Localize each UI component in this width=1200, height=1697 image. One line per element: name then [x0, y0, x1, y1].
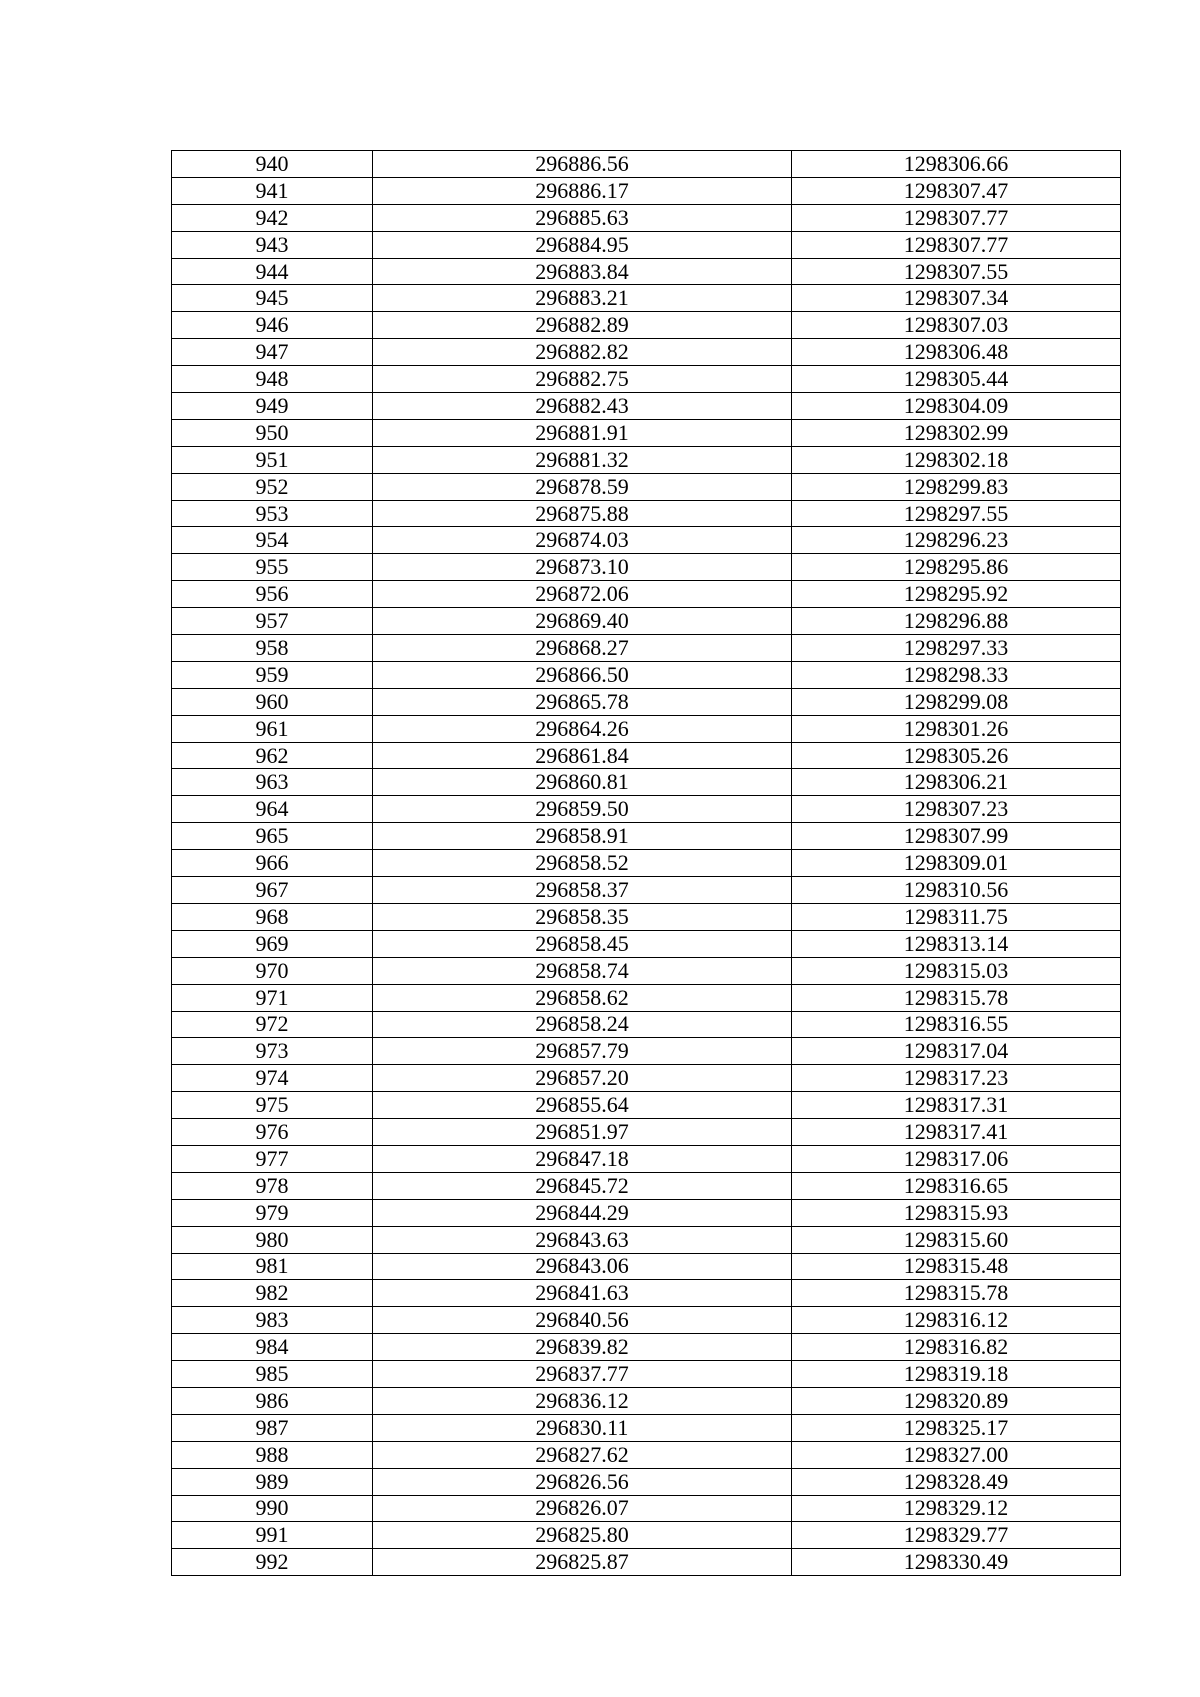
x-coordinate-cell: 296864.26: [373, 715, 792, 742]
y-coordinate-cell: 1298317.23: [792, 1065, 1121, 1092]
point-number-cell: 988: [172, 1441, 373, 1468]
y-coordinate-cell: 1298328.49: [792, 1468, 1121, 1495]
table-row: [172, 231, 1121, 258]
x-coordinate-cell: 296830.11: [373, 1414, 792, 1441]
point-number-cell: 948: [172, 366, 373, 393]
table-row: [172, 554, 1121, 581]
point-number-cell: 981: [172, 1253, 373, 1280]
table-row: [172, 473, 1121, 500]
y-coordinate-cell: 1298305.44: [792, 366, 1121, 393]
x-coordinate-cell: 296883.21: [373, 285, 792, 312]
y-coordinate-cell: 1298302.99: [792, 419, 1121, 446]
x-coordinate-cell: 296855.64: [373, 1092, 792, 1119]
table-row: [172, 151, 1121, 178]
x-coordinate-cell: 296858.45: [373, 930, 792, 957]
x-coordinate-cell: 296882.75: [373, 366, 792, 393]
point-number-cell: 956: [172, 581, 373, 608]
point-number-cell: 984: [172, 1334, 373, 1361]
y-coordinate-cell: 1298307.23: [792, 796, 1121, 823]
x-coordinate-cell: 296845.72: [373, 1172, 792, 1199]
table-row: [172, 608, 1121, 635]
point-number-cell: 974: [172, 1065, 373, 1092]
point-number-cell: 962: [172, 742, 373, 769]
point-number-cell: 954: [172, 527, 373, 554]
point-number-cell: 944: [172, 258, 373, 285]
x-coordinate-cell: 296878.59: [373, 473, 792, 500]
x-coordinate-cell: 296826.07: [373, 1495, 792, 1522]
y-coordinate-cell: 1298297.33: [792, 635, 1121, 662]
table-row: [172, 1092, 1121, 1119]
table-row: [172, 742, 1121, 769]
table-row: [172, 1549, 1121, 1576]
x-coordinate-cell: 296839.82: [373, 1334, 792, 1361]
x-coordinate-cell: 296825.87: [373, 1549, 792, 1576]
table-row: [172, 177, 1121, 204]
table-row: [172, 204, 1121, 231]
point-number-cell: 975: [172, 1092, 373, 1119]
point-number-cell: 960: [172, 688, 373, 715]
table-row: [172, 1361, 1121, 1388]
x-coordinate-cell: 296881.91: [373, 419, 792, 446]
table-row: [172, 957, 1121, 984]
table-row: [172, 1334, 1121, 1361]
point-number-cell: 966: [172, 850, 373, 877]
x-coordinate-cell: 296866.50: [373, 661, 792, 688]
table-row: [172, 769, 1121, 796]
point-number-cell: 979: [172, 1199, 373, 1226]
x-coordinate-cell: 296874.03: [373, 527, 792, 554]
point-number-cell: 946: [172, 312, 373, 339]
y-coordinate-cell: 1298316.65: [792, 1172, 1121, 1199]
x-coordinate-cell: 296857.79: [373, 1038, 792, 1065]
point-number-cell: 952: [172, 473, 373, 500]
x-coordinate-cell: 296844.29: [373, 1199, 792, 1226]
table-row: [172, 1065, 1121, 1092]
table-row: [172, 850, 1121, 877]
point-number-cell: 987: [172, 1414, 373, 1441]
y-coordinate-cell: 1298306.21: [792, 769, 1121, 796]
y-coordinate-cell: 1298307.77: [792, 231, 1121, 258]
y-coordinate-cell: 1298329.12: [792, 1495, 1121, 1522]
table-row: [172, 1468, 1121, 1495]
x-coordinate-cell: 296861.84: [373, 742, 792, 769]
y-coordinate-cell: 1298301.26: [792, 715, 1121, 742]
x-coordinate-cell: 296875.88: [373, 500, 792, 527]
y-coordinate-cell: 1298310.56: [792, 877, 1121, 904]
point-number-cell: 972: [172, 1011, 373, 1038]
table-row: [172, 903, 1121, 930]
x-coordinate-cell: 296882.82: [373, 339, 792, 366]
y-coordinate-cell: 1298319.18: [792, 1361, 1121, 1388]
point-number-cell: 978: [172, 1172, 373, 1199]
point-number-cell: 976: [172, 1119, 373, 1146]
x-coordinate-cell: 296858.35: [373, 903, 792, 930]
x-coordinate-cell: 296858.24: [373, 1011, 792, 1038]
x-coordinate-cell: 296858.52: [373, 850, 792, 877]
table-row: [172, 419, 1121, 446]
point-number-cell: 943: [172, 231, 373, 258]
y-coordinate-cell: 1298305.26: [792, 742, 1121, 769]
table-row: [172, 796, 1121, 823]
point-number-cell: 941: [172, 177, 373, 204]
point-number-cell: 940: [172, 151, 373, 178]
point-number-cell: 959: [172, 661, 373, 688]
x-coordinate-cell: 296836.12: [373, 1387, 792, 1414]
y-coordinate-cell: 1298316.82: [792, 1334, 1121, 1361]
point-number-cell: 950: [172, 419, 373, 446]
y-coordinate-cell: 1298299.83: [792, 473, 1121, 500]
x-coordinate-cell: 296847.18: [373, 1145, 792, 1172]
table-row: [172, 393, 1121, 420]
table-row: [172, 984, 1121, 1011]
y-coordinate-cell: 1298320.89: [792, 1387, 1121, 1414]
y-coordinate-cell: 1298315.78: [792, 984, 1121, 1011]
table-row: [172, 1280, 1121, 1307]
x-coordinate-cell: 296872.06: [373, 581, 792, 608]
x-coordinate-cell: 296851.97: [373, 1119, 792, 1146]
y-coordinate-cell: 1298304.09: [792, 393, 1121, 420]
table-row: [172, 258, 1121, 285]
point-number-cell: 965: [172, 823, 373, 850]
x-coordinate-cell: 296840.56: [373, 1307, 792, 1334]
point-number-cell: 951: [172, 446, 373, 473]
x-coordinate-cell: 296858.91: [373, 823, 792, 850]
y-coordinate-cell: 1298315.78: [792, 1280, 1121, 1307]
table-row: [172, 635, 1121, 662]
x-coordinate-cell: 296886.56: [373, 151, 792, 178]
y-coordinate-cell: 1298307.99: [792, 823, 1121, 850]
x-coordinate-cell: 296841.63: [373, 1280, 792, 1307]
table-row: [172, 930, 1121, 957]
table-row: [172, 1414, 1121, 1441]
y-coordinate-cell: 1298317.04: [792, 1038, 1121, 1065]
table-row: [172, 1253, 1121, 1280]
point-number-cell: 961: [172, 715, 373, 742]
table-row: [172, 1387, 1121, 1414]
point-number-cell: 983: [172, 1307, 373, 1334]
x-coordinate-cell: 296858.62: [373, 984, 792, 1011]
x-coordinate-cell: 296881.32: [373, 446, 792, 473]
y-coordinate-cell: 1298296.88: [792, 608, 1121, 635]
y-coordinate-cell: 1298330.49: [792, 1549, 1121, 1576]
y-coordinate-cell: 1298307.03: [792, 312, 1121, 339]
point-number-cell: 971: [172, 984, 373, 1011]
point-number-cell: 970: [172, 957, 373, 984]
point-number-cell: 982: [172, 1280, 373, 1307]
table-row: [172, 1226, 1121, 1253]
y-coordinate-cell: 1298315.03: [792, 957, 1121, 984]
point-number-cell: 989: [172, 1468, 373, 1495]
table-row: [172, 823, 1121, 850]
y-coordinate-cell: 1298316.12: [792, 1307, 1121, 1334]
y-coordinate-cell: 1298295.86: [792, 554, 1121, 581]
x-coordinate-cell: 296869.40: [373, 608, 792, 635]
table-row: [172, 446, 1121, 473]
point-number-cell: 963: [172, 769, 373, 796]
y-coordinate-cell: 1298315.60: [792, 1226, 1121, 1253]
table-row: [172, 661, 1121, 688]
x-coordinate-cell: 296882.43: [373, 393, 792, 420]
y-coordinate-cell: 1298298.33: [792, 661, 1121, 688]
y-coordinate-cell: 1298309.01: [792, 850, 1121, 877]
x-coordinate-cell: 296865.78: [373, 688, 792, 715]
y-coordinate-cell: 1298307.55: [792, 258, 1121, 285]
table-row: [172, 877, 1121, 904]
x-coordinate-cell: 296837.77: [373, 1361, 792, 1388]
point-number-cell: 957: [172, 608, 373, 635]
point-number-cell: 949: [172, 393, 373, 420]
table-row: [172, 285, 1121, 312]
coordinate-table: [171, 150, 1121, 1576]
table-row: [172, 1522, 1121, 1549]
y-coordinate-cell: 1298315.93: [792, 1199, 1121, 1226]
point-number-cell: 986: [172, 1387, 373, 1414]
x-coordinate-cell: 296885.63: [373, 204, 792, 231]
y-coordinate-cell: 1298317.06: [792, 1145, 1121, 1172]
y-coordinate-cell: 1298302.18: [792, 446, 1121, 473]
y-coordinate-cell: 1298313.14: [792, 930, 1121, 957]
point-number-cell: 977: [172, 1145, 373, 1172]
point-number-cell: 990: [172, 1495, 373, 1522]
table-row: [172, 312, 1121, 339]
table-row: [172, 500, 1121, 527]
x-coordinate-cell: 296858.37: [373, 877, 792, 904]
table-row: [172, 527, 1121, 554]
point-number-cell: 967: [172, 877, 373, 904]
point-number-cell: 955: [172, 554, 373, 581]
table-row: [172, 581, 1121, 608]
table-row: [172, 715, 1121, 742]
table-row: [172, 1307, 1121, 1334]
table-row: [172, 1145, 1121, 1172]
y-coordinate-cell: 1298329.77: [792, 1522, 1121, 1549]
x-coordinate-cell: 296873.10: [373, 554, 792, 581]
coordinate-table-body: [172, 151, 1121, 1576]
table-row: [172, 1038, 1121, 1065]
x-coordinate-cell: 296868.27: [373, 635, 792, 662]
x-coordinate-cell: 296883.84: [373, 258, 792, 285]
point-number-cell: 947: [172, 339, 373, 366]
table-row: [172, 339, 1121, 366]
y-coordinate-cell: 1298306.66: [792, 151, 1121, 178]
y-coordinate-cell: 1298317.41: [792, 1119, 1121, 1146]
point-number-cell: 942: [172, 204, 373, 231]
x-coordinate-cell: 296858.74: [373, 957, 792, 984]
point-number-cell: 992: [172, 1549, 373, 1576]
point-number-cell: 991: [172, 1522, 373, 1549]
point-number-cell: 964: [172, 796, 373, 823]
x-coordinate-cell: 296886.17: [373, 177, 792, 204]
point-number-cell: 968: [172, 903, 373, 930]
x-coordinate-cell: 296825.80: [373, 1522, 792, 1549]
y-coordinate-cell: 1298317.31: [792, 1092, 1121, 1119]
y-coordinate-cell: 1298307.77: [792, 204, 1121, 231]
y-coordinate-cell: 1298327.00: [792, 1441, 1121, 1468]
x-coordinate-cell: 296860.81: [373, 769, 792, 796]
table-row: [172, 1495, 1121, 1522]
y-coordinate-cell: 1298316.55: [792, 1011, 1121, 1038]
y-coordinate-cell: 1298295.92: [792, 581, 1121, 608]
table-row: [172, 1199, 1121, 1226]
table-row: [172, 1441, 1121, 1468]
point-number-cell: 953: [172, 500, 373, 527]
table-row: [172, 688, 1121, 715]
x-coordinate-cell: 296859.50: [373, 796, 792, 823]
y-coordinate-cell: 1298325.17: [792, 1414, 1121, 1441]
y-coordinate-cell: 1298297.55: [792, 500, 1121, 527]
x-coordinate-cell: 296882.89: [373, 312, 792, 339]
x-coordinate-cell: 296826.56: [373, 1468, 792, 1495]
point-number-cell: 945: [172, 285, 373, 312]
y-coordinate-cell: 1298307.47: [792, 177, 1121, 204]
table-row: [172, 366, 1121, 393]
y-coordinate-cell: 1298311.75: [792, 903, 1121, 930]
x-coordinate-cell: 296884.95: [373, 231, 792, 258]
x-coordinate-cell: 296843.06: [373, 1253, 792, 1280]
point-number-cell: 985: [172, 1361, 373, 1388]
table-row: [172, 1172, 1121, 1199]
x-coordinate-cell: 296857.20: [373, 1065, 792, 1092]
y-coordinate-cell: 1298306.48: [792, 339, 1121, 366]
table-row: [172, 1011, 1121, 1038]
y-coordinate-cell: 1298299.08: [792, 688, 1121, 715]
point-number-cell: 969: [172, 930, 373, 957]
y-coordinate-cell: 1298307.34: [792, 285, 1121, 312]
y-coordinate-cell: 1298315.48: [792, 1253, 1121, 1280]
x-coordinate-cell: 296827.62: [373, 1441, 792, 1468]
table-row: [172, 1119, 1121, 1146]
y-coordinate-cell: 1298296.23: [792, 527, 1121, 554]
point-number-cell: 973: [172, 1038, 373, 1065]
point-number-cell: 958: [172, 635, 373, 662]
point-number-cell: 980: [172, 1226, 373, 1253]
x-coordinate-cell: 296843.63: [373, 1226, 792, 1253]
